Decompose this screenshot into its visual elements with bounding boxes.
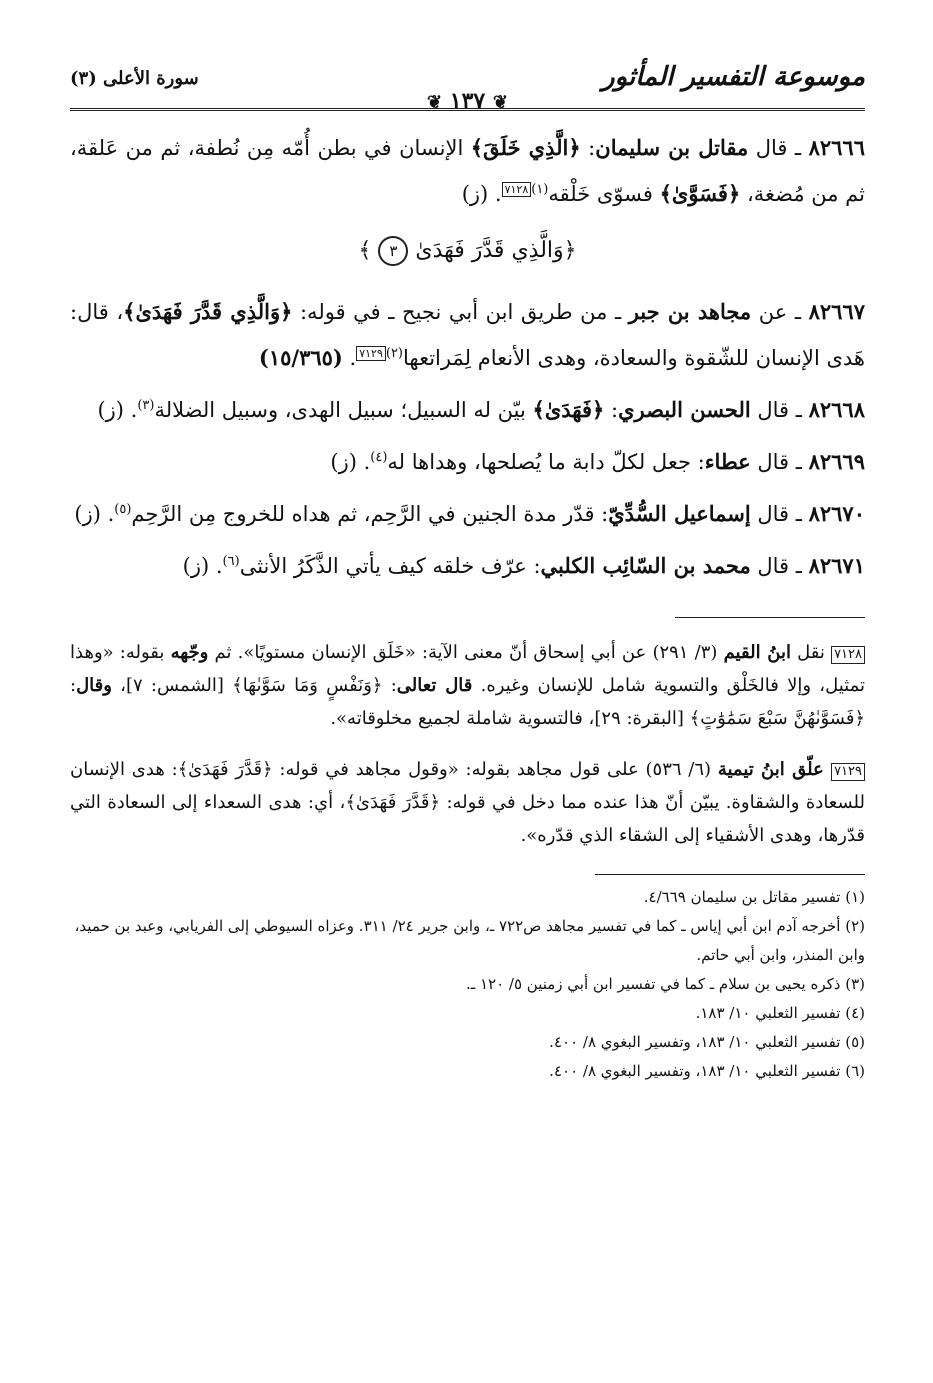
footnote-ref[interactable]: (٢) [385,346,403,361]
narration-intro: ـ قال [750,554,809,578]
narration-text: فسوّى خَلْقه [548,182,660,206]
ornament-icon: ❦ [427,92,443,113]
commentary-separator [675,617,865,618]
verse-heading [70,231,865,271]
narration-text: بيّن له السبيل؛ سبيل الهدى، وسبيل الضلالة [154,398,533,422]
narrator-name: عطاء [704,449,751,474]
verse-close: ﴾ [358,238,372,263]
narration-entry [70,125,865,217]
note-text: (٣/ ٢٩١) عن أبي إسحاق أنّ معنى الآية: «خَلَق الإنسان مستويًا». ثم [208,642,724,663]
narrator-name: مقاتل بن سليمان [595,135,749,160]
narration-entry [70,439,865,485]
narration-number: ٨٢٦٧٠ [808,501,865,526]
book-title: موسوعة التفسير المأثور [602,62,865,92]
narration-text: الإنسان في بطن أُمّه مِن نُطفة، ثم من عَلقة، ثم من مُضغة، [70,136,865,206]
note-text: نقل [791,642,832,663]
quran-quote: ﴿الَّذِي خَلَقَ﴾ [470,135,581,160]
quran-quote: ﴿فَسَوَّىٰ﴾ [659,181,741,206]
narration-text: : جعل لكلّ دابة ما يُصلحها، وهداها له [387,450,705,474]
narration-entry [70,289,865,381]
narration-intro: ـ قال [750,398,809,422]
footnote: (٤) تفسير الثعلبي ١٠/ ١٨٣. [695,1004,865,1022]
quran-quote: ﴿فَهَدَىٰ﴾ [532,397,605,422]
narration-entry [70,491,865,537]
note-text: : ﴿فَسَوَّىٰهُنَّ سَبْعَ سَمَٰوَٰتٍ﴾ [البقرة: ٢٩]، فالتسوية شاملة لجميع مخلوقاته». [70,675,865,729]
commentary-note [70,636,865,735]
narration-entry [70,387,865,433]
footnote-ref[interactable]: (٣) [137,398,155,413]
commentary-note [70,753,865,852]
narration-number: ٨٢٦٧١ [808,553,865,578]
footnotes [70,883,865,1086]
note-text-bold: علّق ابنُ تيمية [717,759,832,780]
page-number-value: ١٣٧ [449,88,486,114]
note-text-bold: ابنُ القيم [723,642,791,663]
verse-text: ﴿وَالَّذِي قَدَّرَ فَهَدَىٰ [415,238,577,263]
footnote: (٦) تفسير الثعلبي ١٠/ ١٨٣، وتفسير البغوي ٨/ ٤٠٠. [549,1062,865,1080]
footnote: (٥) تفسير الثعلبي ١٠/ ١٨٣، وتفسير البغوي ٨/ ٤٠٠. [549,1033,865,1051]
commentary-ref-box: ٧١٢٨ [831,646,865,664]
surah-label: سورة الأعلى (٣) [70,68,199,89]
narration-number: ٨٢٦٦٨ [808,397,865,422]
narration-text: : [580,136,596,160]
commentary-ref-box[interactable]: ٧١٢٨ [502,182,532,197]
narration-end: . (ز) [97,398,138,422]
narration-text: ، قال: هَدى الإنسان للشّقوة والسعادة، وهدى الأنعام لِمَراتعها [70,300,865,370]
narration-text: : [604,398,619,422]
narration-intro: ـ قال [750,502,809,526]
narration-number: ٨٢٦٦٧ [808,299,865,324]
narration-text: : قدّر مدة الجنين في الرَّحِم، ثم هداه للخروج مِن الرَّحِم [131,502,609,526]
commentary-ref-box[interactable]: ٧١٢٩ [356,346,386,361]
narrator-name: محمد بن السّائِب الكلبي [540,553,751,578]
footnote-ref[interactable]: (٥) [114,502,132,517]
note-text: بقوله: «وهذا تمثيل، وإلا فالخَلْق والتسوية شامل للإنسان وغيره. [70,642,865,696]
page-header [70,58,865,114]
footnote-ref[interactable]: (٦) [222,554,240,569]
narrator-name: مجاهد بن جبر [628,299,752,324]
narration-end: . (ز) [74,502,115,526]
note-text-bold: وجّهه [170,642,209,663]
note-text-bold: وقال [76,675,112,696]
footnote: (٢) أخرجه آدم ابن أبي إياس ـ كما في تفسير مجاهد ص٧٢٢ ـ، وابن جرير ٢٤/ ٣١١. وعزاه السيوطي إلى الفريابي، وعبد بن حميد، وابن المنذر، وابن أبي حاتم. [74,917,865,964]
narration-entry [70,543,865,589]
footnote-ref[interactable]: (١) [531,182,549,197]
narration-end: . (ز) [461,182,502,206]
ornament-icon: ❦ [492,92,508,113]
volume-citation: (١٥/٣٦٥) [258,345,343,370]
narration-text: ـ من طريق ابن أبي نجيح ـ في قوله: [292,300,629,324]
note-text: (٦/ ٥٣٦) على قول مجاهد بقوله: «وقول مجاهد في قوله: ﴿قَدَّرَ فَهَدَىٰ﴾: هدى الإنسان للسعادة والشقاوة. يبيّن أنّ هذا عنده مما دخل في قوله: ﴿قَدَّرَ فَهَدَىٰ﴾، أي: هدى السعداء إلى السعادة التي قدّرها، وهدى الأشقياء إلى الشقاء الذي قدّره». [70,759,865,846]
main-text [70,125,865,589]
footnote: (١) تفسير مقاتل بن سليمان ٤/٦٦٩. [643,888,865,906]
narration-intro: ـ قال [748,136,809,160]
narrator-name: الحسن البصري [618,397,751,422]
ayah-number-icon: ٣ [378,236,408,266]
narration-end: . [342,346,357,370]
commentary-ref-box: ٧١٢٩ [831,763,865,781]
narration-intro: ـ قال [750,450,809,474]
footnote: (٣) ذكره يحيى بن سلام ـ كما في تفسير ابن أبي زمنين ٥/ ١٢٠ ـ. [466,975,865,993]
quran-quote: ﴿وَالَّذِي قَدَّرَ فَهَدَىٰ﴾ [123,299,293,324]
narration-text: : عرّف خلقه كيف يأتي الذَّكَرُ الأنثى [239,554,541,578]
narration-end: . (ز) [182,554,223,578]
narrator-name: إسماعيل السُّدِّيّ [608,501,751,526]
commentary-notes [70,636,865,852]
footnote-ref[interactable]: (٤) [370,450,388,465]
note-text-bold: قال تعالى [396,675,473,696]
footnote-separator [595,874,865,875]
narration-intro: ـ عن [751,300,809,324]
page-number [70,88,865,114]
narration-number: ٨٢٦٦٩ [808,449,865,474]
note-text: : ﴿وَنَفْسٍ وَمَا سَوَّىٰهَا﴾ [الشمس: ٧]، [111,675,397,696]
narration-number: ٨٢٦٦٦ [808,135,865,160]
narration-end: . (ز) [330,450,371,474]
